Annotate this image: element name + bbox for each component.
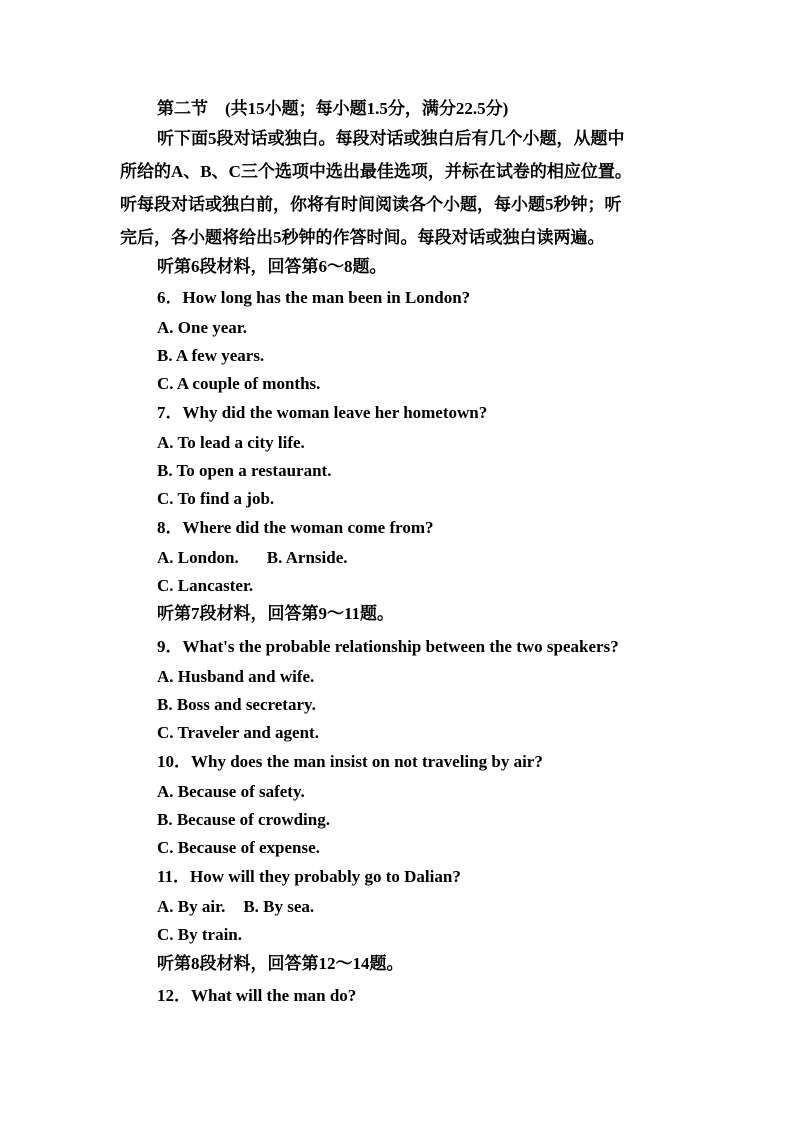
part-6-intro: 听第6段材料，回答第6～8题。 (157, 257, 387, 276)
instructions-line-2: 所给的A、B、C三个选项中选出最佳选项，并标在试卷的相应位置。 (120, 162, 632, 181)
section-heading: 第二节 (共15小题；每小题1.5分，满分22.5分) (157, 99, 509, 118)
question-11-option-b: B. By sea. (243, 897, 315, 916)
question-11-option-c: C. By train. (157, 925, 242, 944)
part-7-intro: 听第7段材料，回答第9～11题。 (157, 604, 395, 623)
question-8-option-c: C. Lancaster. (157, 576, 254, 595)
question-7-option-a: A. To lead a city life. (157, 433, 305, 452)
instructions-line-4: 完后，各小题将给出5秒钟的作答时间。每段对话或独白读两遍。 (120, 228, 605, 247)
question-7-stem: 7．Why did the woman leave her hometown? (157, 403, 488, 422)
question-12-stem: 12．What will the man do? (157, 986, 357, 1005)
question-8-options-row (157, 547, 677, 569)
question-7-option-b: B. To open a restaurant. (157, 461, 332, 480)
question-9-option-a: A. Husband and wife. (157, 667, 315, 686)
question-10-stem: 10．Why does the man insist on not traveling by air? (157, 752, 543, 771)
question-10-option-b: B. Because of crowding. (157, 810, 330, 829)
question-6-option-b: B. A few years. (157, 346, 265, 365)
question-8-stem: 8．Where did the woman come from? (157, 518, 434, 537)
question-8-option-b: B. Arnside. (266, 548, 348, 567)
instructions-line-3: 听每段对话或独白前，你将有时间阅读各个小题，每小题5秒钟；听 (120, 195, 622, 214)
part-8-intro: 听第8段材料，回答第12～14题。 (157, 954, 404, 973)
section-instructions (120, 122, 676, 254)
question-6-option-a: A. One year. (157, 318, 248, 337)
question-11-options-row (157, 896, 677, 918)
question-9-option-c: C. Traveler and agent. (157, 723, 319, 742)
question-10-option-a: A. Because of safety. (157, 782, 305, 801)
question-8-option-a: A. London. (157, 548, 239, 567)
question-10-option-c: C. Because of expense. (157, 838, 320, 857)
question-11-stem: 11．How will they probably go to Dalian? (157, 867, 461, 886)
question-9-stem: 9．What's the probable relationship between the two speakers? (157, 637, 619, 656)
question-11-option-a: A. By air. (157, 897, 226, 916)
question-6-option-c: C. A couple of months. (157, 374, 321, 393)
question-6-stem: 6．How long has the man been in London? (157, 288, 471, 307)
question-9-option-b: B. Boss and secretary. (157, 695, 316, 714)
instructions-line-1: 听下面5段对话或独白。每段对话或独白后有几个小题，从题中 (157, 129, 625, 148)
question-7-option-c: C. To find a job. (157, 489, 275, 508)
